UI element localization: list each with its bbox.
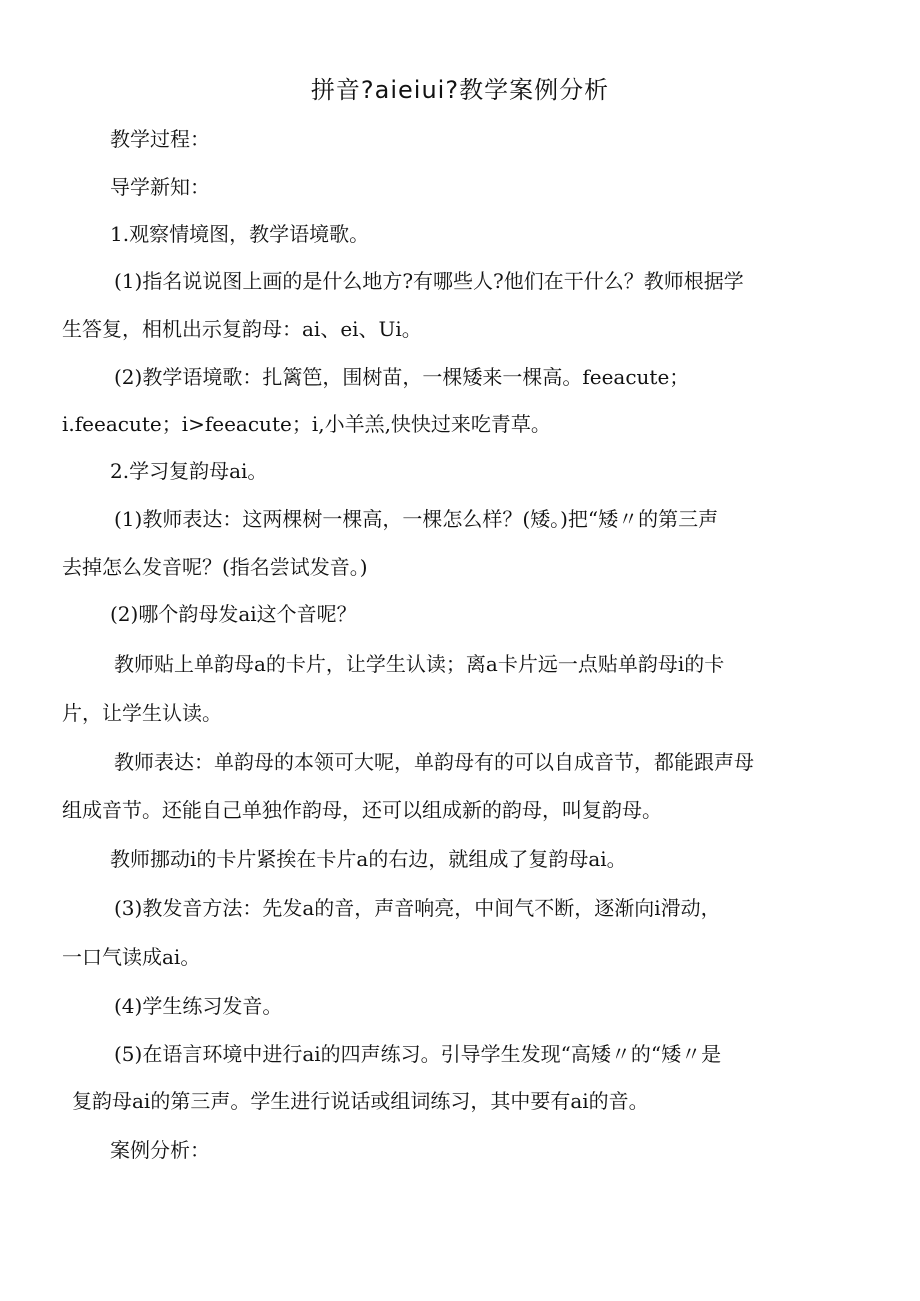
paragraph-line: 教师挪动i的卡片紧挨在卡片a的右边，就组成了复韵母ai。 (110, 847, 627, 871)
paragraph-line: (1)教师表达：这两棵树一棵高，一棵怎么样？(矮。)把“矮〃的第三声 (114, 507, 719, 531)
paragraph-line: (1)指名说说图上画的是什么地方?有哪些人?他们在干什么？教师根据学 (114, 269, 744, 293)
paragraph-line: 复韵母ai的第三声。学生进行说话或组词练习，其中要有ai的音。 (72, 1089, 649, 1113)
paragraph-line: (2)哪个韵母发ai这个音呢？ (110, 602, 357, 626)
paragraph-line: 2.学习复韵母ai。 (110, 459, 268, 483)
paragraph-line: 片，让学生认读。 (62, 701, 222, 725)
paragraph-line: 去掉怎么发音呢？(指名尝试发音。) (62, 555, 368, 579)
paragraph-line: 案例分析： (110, 1138, 210, 1162)
paragraph-line: 教师贴上单韵母a的卡片，让学生认读；离a卡片远一点贴单韵母i的卡 (114, 652, 725, 676)
paragraph-line: 教学过程： (110, 127, 210, 151)
paragraph-line: (2)教学语境歌：扎篱笆，围树苗，一棵矮来一棵高。feeacute； (114, 365, 690, 389)
paragraph-line: 1.观察情境图，教学语境歌。 (110, 222, 370, 246)
paragraph-line: 组成音节。还能自己单独作韵母，还可以组成新的韵母，叫复韵母。 (62, 798, 662, 822)
paragraph-line: (3)教发音方法：先发a的音，声音响亮，中间气不断，逐渐向i滑动， (114, 896, 721, 920)
paragraph-line: 教师表达：单韵母的本领可大呢，单韵母有的可以自成音节，都能跟声母 (114, 750, 754, 774)
paragraph-line: 一口气读成ai。 (62, 945, 201, 969)
document-title: 拼音?aieiui?教学案例分析 (310, 76, 610, 104)
paragraph-line: 生答复，相机出示复韵母：ai、ei、Ui。 (62, 317, 422, 341)
paragraph-line: 导学新知： (110, 175, 210, 199)
paragraph-line: i.feeacute；i>feeacute；i,小羊羔,快快过来吃青草。 (62, 412, 551, 436)
paragraph-line: (4)学生练习发音。 (114, 994, 283, 1018)
paragraph-line: (5)在语言环境中进行ai的四声练习。引导学生发现“高矮〃的“矮〃是 (114, 1042, 722, 1066)
